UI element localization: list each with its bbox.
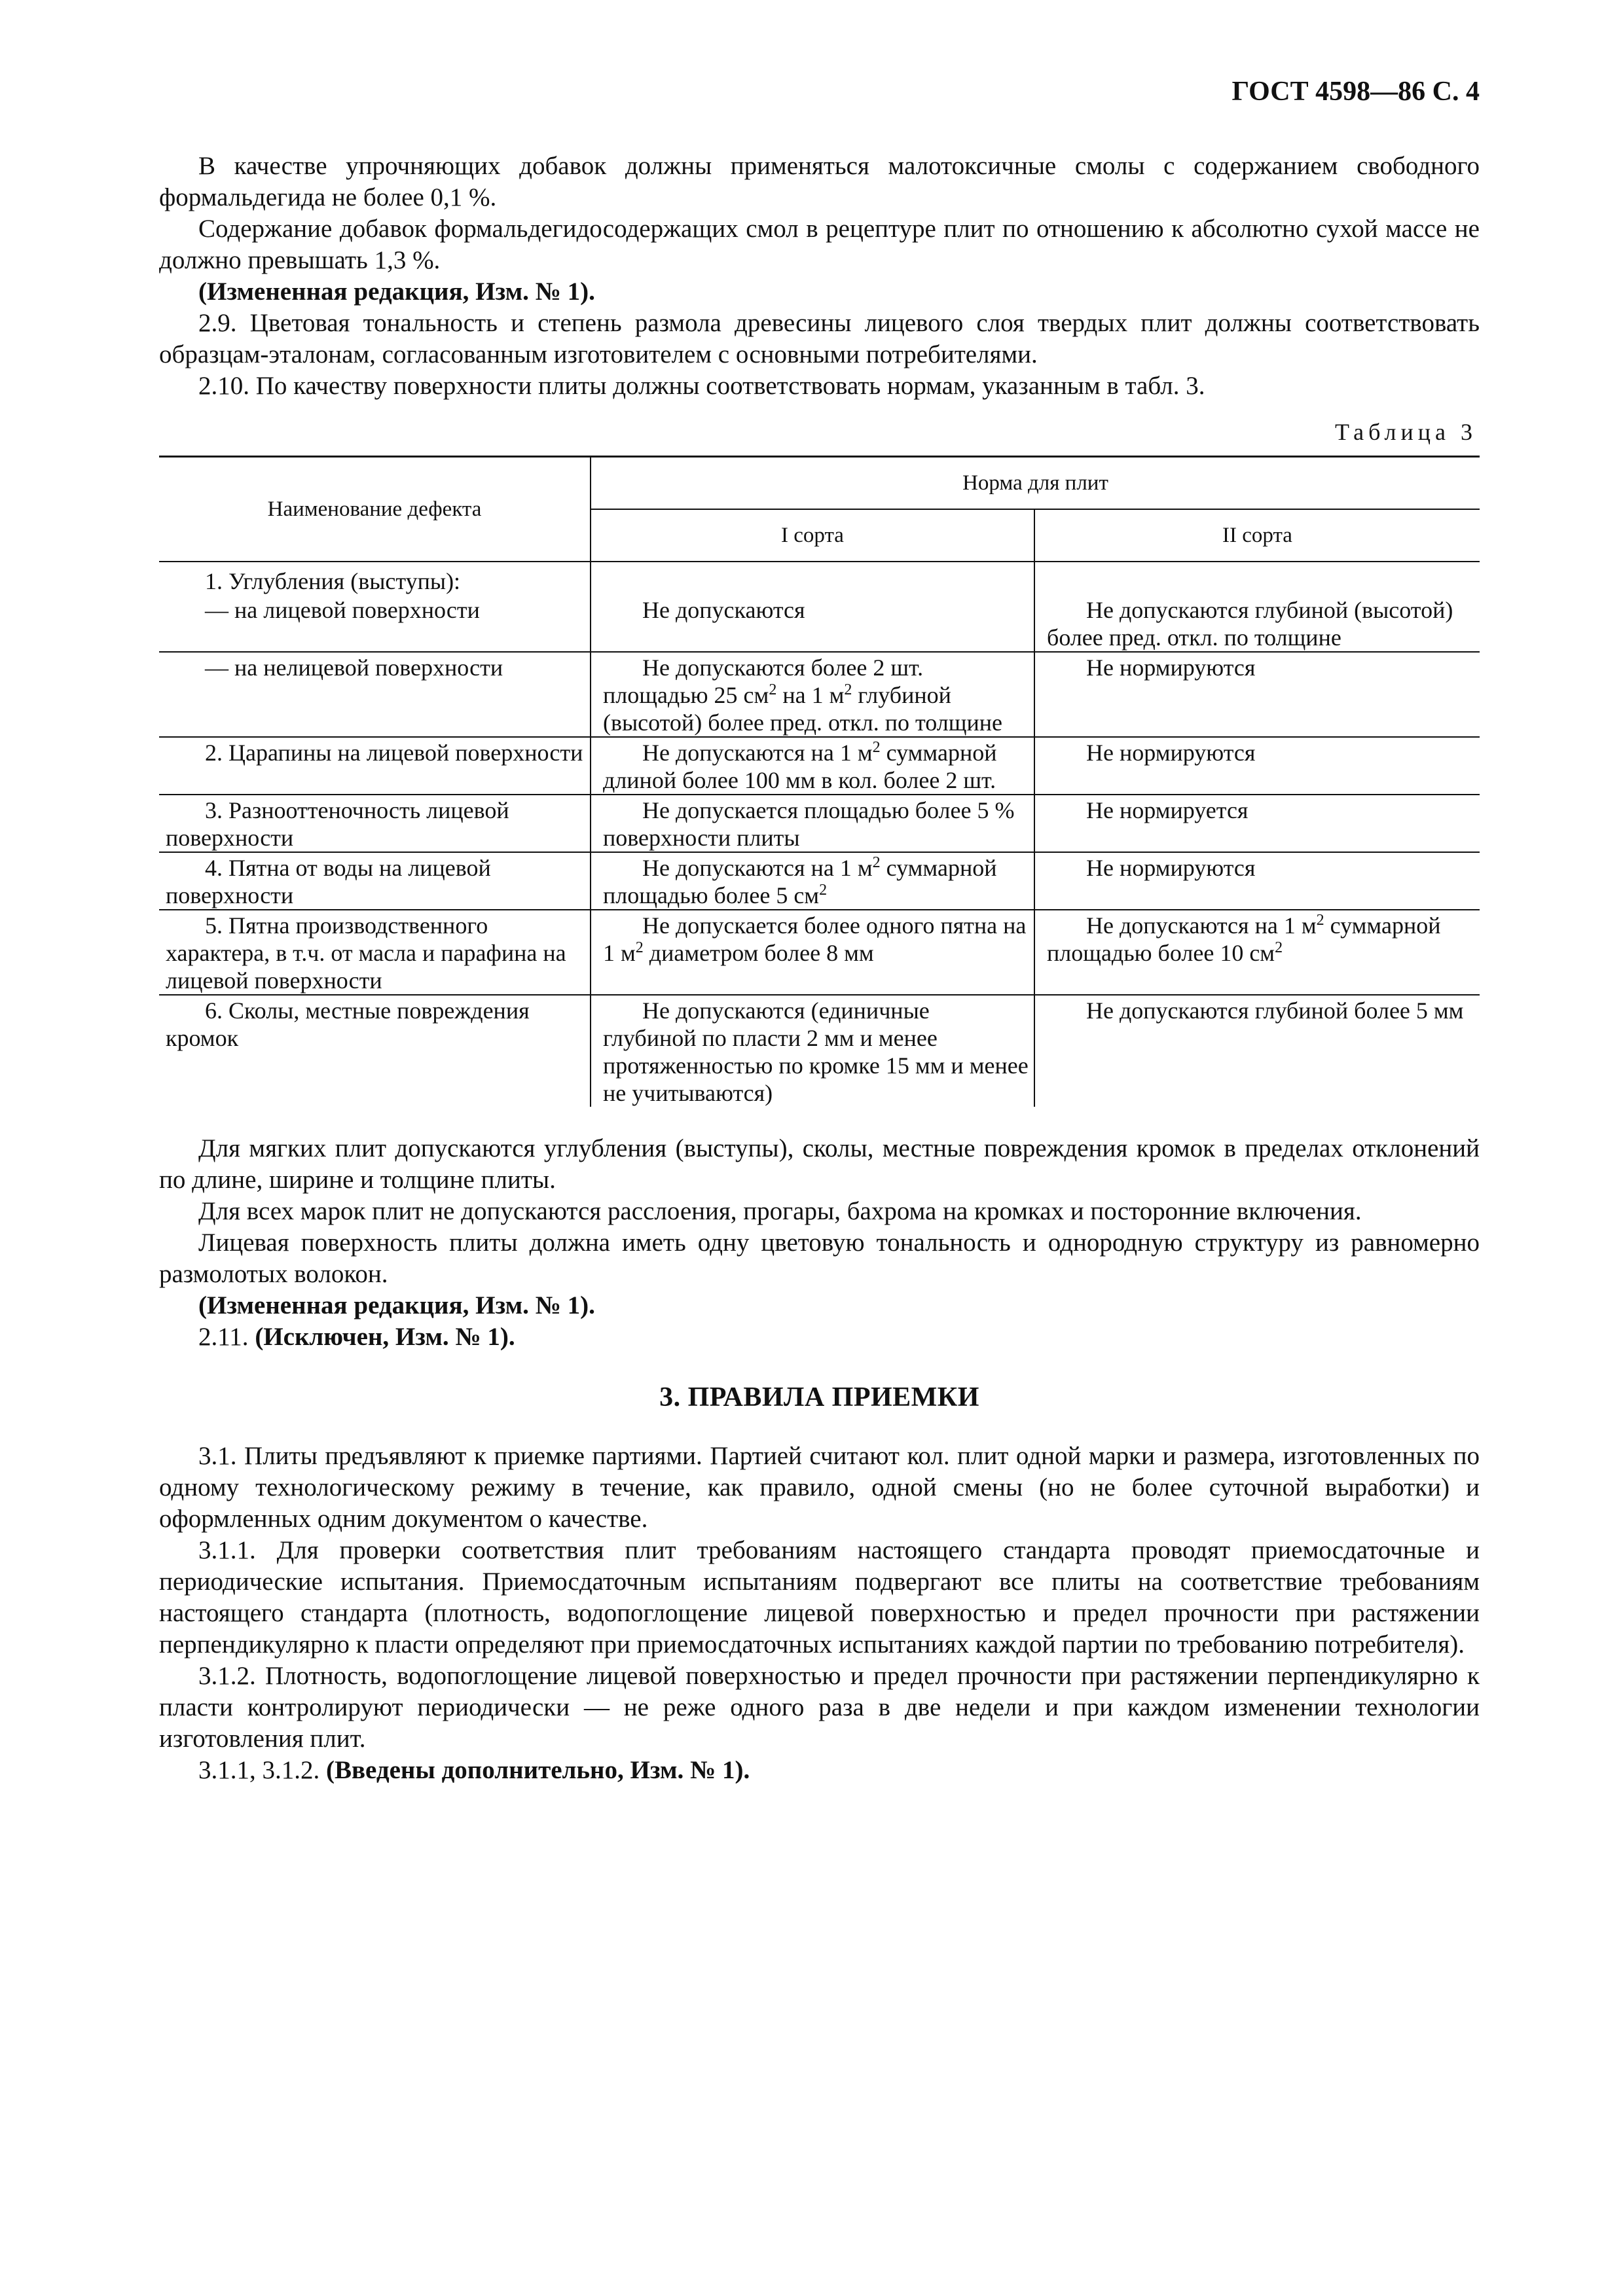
excluded-note: (Исключен, Изм. № 1). bbox=[255, 1323, 515, 1351]
paragraph-3-1: 3.1. Плиты предъявляют к приемке партиями. Партией считают кол. плит одной марки и размера, изготовленных по одному технологическому режиму в течение, как правило, одной смены (но не более суточной выработки) и оформленных одним документом о качестве. bbox=[159, 1442, 1480, 1533]
grade2-cell: Не допускаются глубиной более 5 мм bbox=[1086, 997, 1464, 1024]
grade1-cell: Не допускаются на 1 $м^2$ суммарной площадью более 5 $см^2$ bbox=[603, 854, 997, 908]
table-row bbox=[159, 910, 1480, 995]
paragraph-2-11 bbox=[159, 1321, 1480, 1353]
grade2-cell: Не нормируются bbox=[1086, 740, 1256, 766]
grade2-cell: Не допускаются глубиной (высотой) более пред. откл. по толщине bbox=[1047, 597, 1453, 651]
table-row bbox=[159, 995, 1480, 1107]
paragraph-additives: В качестве упрочняющих добавок должны применяться малотоксичные смолы с содержанием свободного формальдегида не более 0,1 %. bbox=[159, 152, 1480, 211]
added-note: (Введены дополнительно, Изм. № 1). bbox=[326, 1756, 750, 1784]
paragraph-face-surface: Лицевая поверхность плиты должна иметь одну цветовую тональность и однородную структуру из равномерно размолотых волокон. bbox=[159, 1229, 1480, 1288]
defect-cell: — на лицевой поверхности bbox=[205, 597, 480, 623]
table-header-norm: Норма для плит bbox=[591, 457, 1480, 510]
paragraph-soft-plates: Для мягких плит допускаются углубления (выступы), сколы, местные повреждения кромок в пределах отклонений по длине, ширине и толщине плиты. bbox=[159, 1134, 1480, 1194]
table-row bbox=[159, 737, 1480, 795]
table-header-defect: Наименование дефекта bbox=[159, 457, 591, 562]
table-header-grade1: I сорта bbox=[591, 509, 1034, 562]
grade1-cell bbox=[591, 562, 1034, 595]
defect-cell: — на нелицевой поверхности bbox=[205, 655, 503, 681]
paragraph-additives-content: Содержание добавок формальдегидосодержащих смол в рецептуре плит по отношению к абсолютно сухой массе не должно превышать 1,3 %. bbox=[159, 215, 1480, 274]
paragraph-3-1-1: 3.1.1. Для проверки соответствия плит требованиям настоящего стандарта проводят приемосдаточные и периодические испытания. Приемосдаточным испытаниям подвергают все плиты на соответствие требованиям настоящего стандарта (плотность, водопоглощение лицевой поверхностью и предел прочности при растяжении перпендикулярно к пласти определяют при приемосдаточных испытаниях каждой партии по требованию потребителя). bbox=[159, 1536, 1480, 1659]
grade1-cell: Не допускаются на 1 $м^2$ суммарной длиной более 100 мм в кол. более 2 шт. bbox=[603, 739, 997, 793]
page-header: ГОСТ 4598—86 С. 4 bbox=[1231, 77, 1480, 107]
grade2-cell: Не нормируются bbox=[1086, 855, 1256, 881]
defects-table bbox=[159, 456, 1480, 1107]
defect-cell: 4. Пятна от воды на лицевой поверхности bbox=[166, 855, 491, 908]
grade2-cell: Не нормируются bbox=[1086, 655, 1256, 681]
table-row bbox=[159, 595, 1480, 652]
defect-cell: 3. Разнооттеночность лицевой поверхности bbox=[166, 797, 509, 851]
paragraph-3-1-1-3-1-2 bbox=[159, 1755, 1480, 1786]
defect-cell: 1. Углубления (выступы): bbox=[205, 568, 461, 594]
defect-cell: 5. Пятна производственного характера, в т.ч. от масла и парафина на лицевой поверхности bbox=[166, 912, 566, 994]
table-row bbox=[159, 795, 1480, 852]
amendment-note: (Измененная редакция, Изм. № 1). bbox=[198, 278, 595, 306]
grade1-cell: Не допускается площадью более 5 % поверхности плиты bbox=[603, 797, 1015, 851]
paragraph-all-grades: Для всех марок плит не допускаются расслоения, прогары, бахрома на кромках и посторонние включения. bbox=[198, 1197, 1362, 1225]
table-row bbox=[159, 562, 1480, 595]
document-body bbox=[159, 72, 1480, 1786]
grade2-cell: Не нормируется bbox=[1086, 797, 1249, 823]
defect-cell: 2. Царапины на лицевой поверхности bbox=[205, 740, 583, 766]
grade1-cell: Не допускаются более 2 шт. площадью 25 $см^2$ на 1 $м^2$ глубиной (высотой) более пред. откл. по толщине bbox=[603, 655, 1002, 736]
grade2-cell: Не допускаются на 1 $м^2$ суммарной площадью более 10 $см^2$ bbox=[1047, 912, 1441, 966]
paragraph-2-9: 2.9. Цветовая тональность и степень размола древесины лицевого слоя твердых плит должны соответствовать образцам-эталонам, согласованным изготовителем с основными потребителями. bbox=[159, 309, 1480, 368]
grade1-cell: Не допускается более одного пятна на 1 $м^2$ диаметром более 8 мм bbox=[603, 912, 1027, 966]
paragraph-number: 2.11. bbox=[198, 1323, 249, 1351]
table-row bbox=[159, 852, 1480, 910]
table-row bbox=[159, 652, 1480, 737]
table-caption: Таблица 3 bbox=[1335, 419, 1477, 445]
grade1-cell: Не допускаются bbox=[642, 597, 805, 623]
amendment-note: (Измененная редакция, Изм. № 1). bbox=[198, 1291, 595, 1319]
paragraph-number: 3.1.1, 3.1.2. bbox=[198, 1756, 320, 1784]
section-title: 3. ПРАВИЛА ПРИЕМКИ bbox=[659, 1382, 979, 1412]
defect-cell: 6. Сколы, местные повреждения кромок bbox=[166, 997, 530, 1051]
paragraph-2-10: 2.10. По качеству поверхности плиты должны соответствовать нормам, указанным в табл. 3. bbox=[198, 372, 1205, 400]
grade1-cell: Не допускаются (единичные глубиной по пласти 2 мм и менее протяженностью по кромке 15 мм и менее не учитываются) bbox=[603, 997, 1029, 1106]
grade2-cell bbox=[1034, 562, 1480, 595]
paragraph-3-1-2: 3.1.2. Плотность, водопоглощение лицевой поверхностью и предел прочности при растяжении перпендикулярно к пласти контролируют периодически — не реже одного раза в две недели и при каждом изменении технологии изготовления плит. bbox=[159, 1662, 1480, 1753]
table-header-grade2: II сорта bbox=[1034, 509, 1480, 562]
